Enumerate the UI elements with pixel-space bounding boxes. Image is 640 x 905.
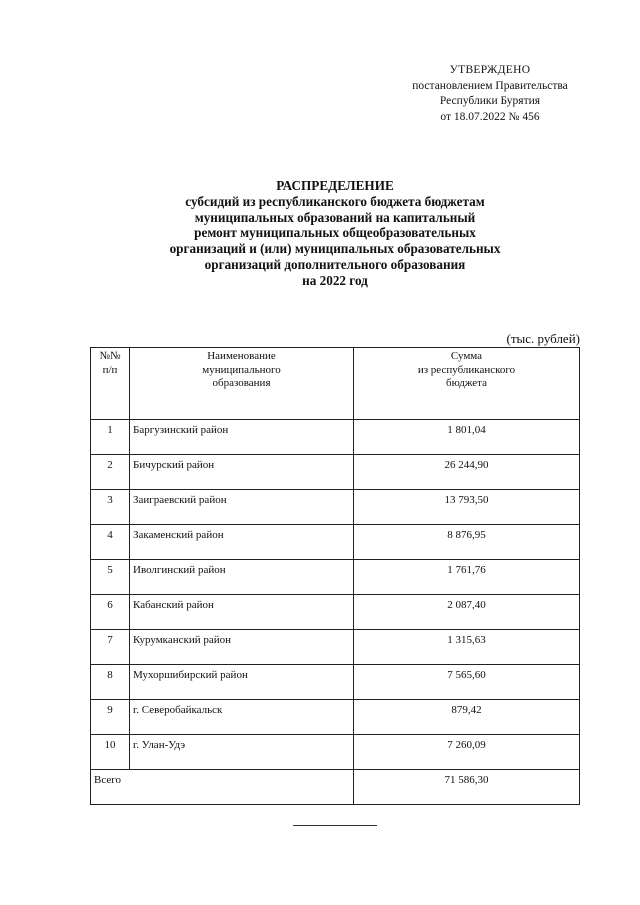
- row-number: 10: [91, 735, 130, 770]
- table-header-row: [91, 348, 580, 420]
- title-line: организаций и (или) муниципальных образовательных: [169, 241, 501, 257]
- row-sum: 8 876,95: [354, 525, 580, 560]
- table-row: [91, 455, 580, 490]
- row-name: Закаменский район: [130, 525, 354, 560]
- table-total-row: [91, 770, 580, 805]
- row-number: 4: [91, 525, 130, 560]
- document-title: [100, 178, 570, 289]
- title-heading: РАСПРЕДЕЛЕНИЕ: [276, 178, 394, 193]
- row-number: 6: [91, 595, 130, 630]
- title-line: муниципальных образований на капитальный: [194, 209, 476, 225]
- row-number: 1: [91, 420, 130, 455]
- row-name: Кабанский район: [130, 595, 354, 630]
- header-number: [91, 348, 130, 420]
- header-sum-line: Сумма: [450, 350, 483, 362]
- table-row: [91, 665, 580, 700]
- approval-heading: УТВЕРЖДЕНО: [449, 64, 531, 76]
- row-sum: 26 244,90: [354, 455, 580, 490]
- row-sum: 7 260,09: [354, 735, 580, 770]
- end-of-document-line: [293, 825, 377, 826]
- header-name-line: Наименование: [207, 350, 276, 362]
- header-sum-line: из республиканского: [417, 363, 516, 376]
- row-number: 8: [91, 665, 130, 700]
- header-sum: [354, 348, 580, 420]
- table-row: [91, 700, 580, 735]
- table-row: [91, 420, 580, 455]
- header-number-line: п/п: [102, 363, 118, 376]
- row-name: Бичурский район: [130, 455, 354, 490]
- approval-stamp: [400, 63, 580, 125]
- title-line: ремонт муниципальных общеобразовательных: [194, 225, 476, 241]
- row-number: 2: [91, 455, 130, 490]
- row-number: 9: [91, 700, 130, 735]
- row-name: г. Улан-Удэ: [130, 735, 354, 770]
- row-name: Мухоршибирский район: [130, 665, 354, 700]
- units-note: (тыс. рублей): [506, 331, 580, 346]
- header-sum-line: бюджета: [445, 377, 487, 389]
- row-name: Баргузинский район: [130, 420, 354, 455]
- table-row: [91, 735, 580, 770]
- table-row: [91, 595, 580, 630]
- row-sum: 7 565,60: [354, 665, 580, 700]
- row-sum: 1 315,63: [354, 630, 580, 665]
- row-number: 7: [91, 630, 130, 665]
- row-name: Курумканский район: [130, 630, 354, 665]
- header-name-line: муниципального: [202, 363, 281, 376]
- row-sum: 879,42: [354, 700, 580, 735]
- table-row: [91, 560, 580, 595]
- row-number: 5: [91, 560, 130, 595]
- row-sum: 1 801,04: [354, 420, 580, 455]
- row-name: Иволгинский район: [130, 560, 354, 595]
- distribution-table: [90, 347, 580, 805]
- header-number-line: №№: [99, 350, 121, 362]
- row-sum: 1 761,76: [354, 560, 580, 595]
- header-name: [130, 348, 354, 420]
- row-name: г. Северобайкальск: [130, 700, 354, 735]
- row-number: 3: [91, 490, 130, 525]
- row-name: Заиграевский район: [130, 490, 354, 525]
- approval-line-resolution: постановлением Правительства: [412, 79, 568, 92]
- table-row: [91, 525, 580, 560]
- total-label: Всего: [91, 770, 354, 805]
- title-line: на 2022 год: [302, 272, 368, 288]
- header-name-line: образования: [212, 377, 271, 389]
- total-sum: 71 586,30: [354, 770, 580, 805]
- row-sum: 2 087,40: [354, 595, 580, 630]
- approval-line-date: от 18.07.2022 № 456: [440, 110, 540, 123]
- title-line: организаций дополнительного образования: [204, 256, 466, 272]
- row-sum: 13 793,50: [354, 490, 580, 525]
- title-line: субсидий из республиканского бюджета бюджетам: [185, 193, 485, 209]
- table-row: [91, 490, 580, 525]
- approval-line-republic: Республики Бурятия: [439, 95, 541, 107]
- table-row: [91, 630, 580, 665]
